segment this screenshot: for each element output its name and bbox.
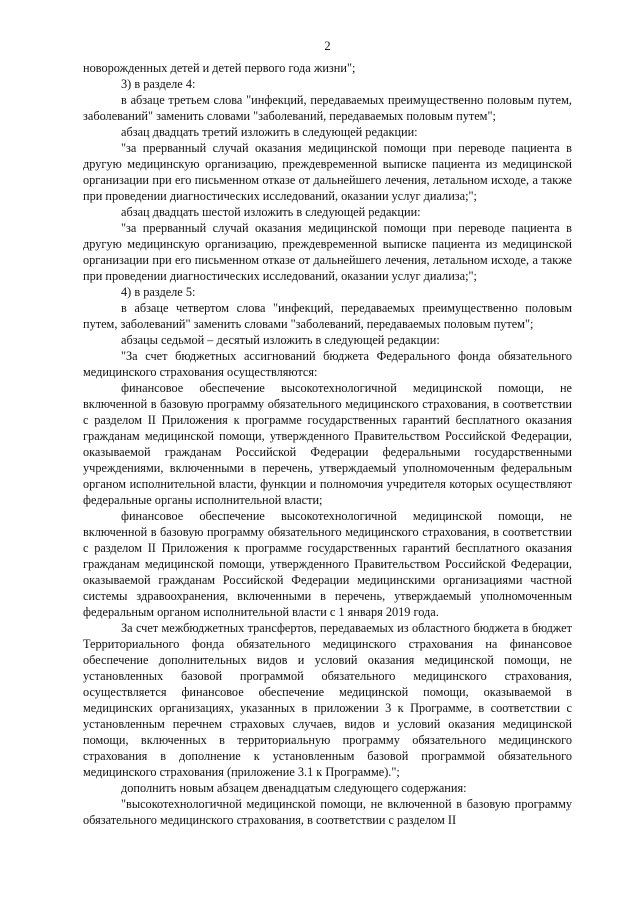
document-body — [83, 60, 572, 828]
paragraph-8: 4) в разделе 5: — [121, 285, 196, 299]
paragraph-2: 3) в разделе 4: — [121, 77, 196, 91]
page-number: 2 — [324, 39, 331, 53]
paragraph-7: "за прерванный случай оказания медицинской помощи при переводе пациента в другую медицинскую организацию, преждевременной выписке пациента из медицинской организации при его письменном отказе от дальнейшего лечения, летальном исходе, а также при проведении диагностических исследований, оказании услуг диализа;"; — [83, 221, 572, 283]
paragraph-13: финансовое обеспечение высокотехнологичной медицинской помощи, не включенной в базовую программу обязательного медицинского страхования, в соответствии с разделом II Приложения к программе государственных гарантий бесплатного оказания гражданам медицинской помощи, утвержденного Правительством Российской Федерации, оказываемой гражданам Российской Федерации медицинскими организациями частной системы здравоохранения, включенными в перечень, утверждаемый уполномоченным федеральным органом исполнительной власти с 1 января 2019 года. — [83, 509, 572, 619]
paragraph-11: "За счет бюджетных ассигнований бюджета Федерального фонда обязательного медицинского страхования осуществляются: — [83, 349, 572, 379]
paragraph-12: финансовое обеспечение высокотехнологичной медицинской помощи, не включенной в базовую программу обязательного медицинского страхования, в соответствии с разделом II Приложения к программе государственных гарантий бесплатного оказания гражданам медицинской помощи, утвержденного Правительством Российской Федерации, оказываемой гражданам Российской Федерации федеральными государственными учреждениями, включенными в перечень, утверждаемый уполномоченным федеральным органом исполнительной власти, функции и полномочия учредителя которых осуществляют федеральные органы исполнительной власти; — [83, 381, 572, 507]
paragraph-15: дополнить новым абзацем двенадцатым следующего содержания: — [121, 781, 467, 795]
document-page — [83, 38, 572, 828]
paragraph-3: в абзаце третьем слова "инфекций, передаваемых преимущественно половым путем, заболеваний" заменить словами "заболеваний, передаваемых половым путем"; — [83, 93, 572, 123]
paragraph-6: абзац двадцать шестой изложить в следующей редакции: — [121, 205, 421, 219]
paragraph-16: "высокотехнологичной медицинской помощи, не включенной в базовую программу обязательного медицинского страхования, в соответствии с разделом II — [83, 797, 572, 827]
paragraph-1: новорожденных детей и детей первого года жизни"; — [83, 61, 356, 75]
paragraph-5: "за прерванный случай оказания медицинской помощи при переводе пациента в другую медицинскую организацию, преждевременной выписке пациента из медицинской организации при его письменном отказе от дальнейшего лечения, летальном исходе, а также при проведении диагностических исследований, оказании услуг диализа;"; — [83, 141, 572, 203]
paragraph-10: абзацы седьмой – десятый изложить в следующей редакции: — [121, 333, 440, 347]
paragraph-14: За счет межбюджетных трансфертов, передаваемых из областного бюджета в бюджет Территориального фонда обязательного медицинского страхования на финансовое обеспечение дополнительных видов и условий оказания медицинской помощи, не установленных базовой программой обязательного медицинского страхования, осуществляется финансовое обеспечение медицинской помощи, оказываемой в медицинских организациях, указанных в приложении 3 к Программе, в соответствии с установленным перечнем страховых случаев, видов и условий оказания медицинской помощи, включенных в территориальную программу обязательного медицинского страхования в дополнение к установленным базовой программой обязательного медицинского страхования (приложение 3.1 к Программе)."; — [83, 621, 572, 779]
paragraph-9: в абзаце четвертом слова "инфекций, передаваемых преимущественно половым путем, заболеваний" заменить словами "заболеваний, передаваемых половым путем"; — [83, 301, 572, 331]
paragraph-4: абзац двадцать третий изложить в следующей редакции: — [121, 125, 418, 139]
